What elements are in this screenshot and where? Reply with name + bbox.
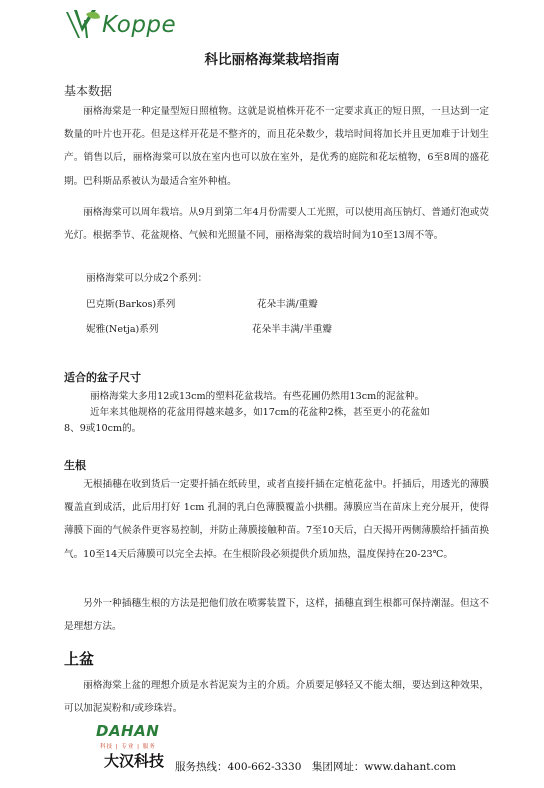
koppe-leaf-icon: [66, 8, 102, 42]
dahan-logo: [96, 722, 176, 772]
section-heading-basic: 基本数据: [64, 84, 113, 98]
series-desc: 花朵丰满/重瓣: [257, 299, 318, 310]
series-name: 巴克斯(Barkos)系列: [86, 299, 176, 310]
series-intro: 丽格海棠可以分成2个系列：: [86, 273, 208, 284]
rooting-paragraph-2: 另外一种插穗生根的方法是把他们放在喷雾装置下，这样，插穗直到生根都可保持潮湿。但这不是理想方法。: [64, 598, 489, 633]
section-heading-pot: 适合的盆子尺寸: [64, 371, 141, 384]
rooting-paragraph-1: 无根插穗在收到货后一定要扦插在纸砖里，或者直接扦插在定植花盆中。扦插后，用透光的薄膜覆盖直到成活，此后用打好 1cm 孔洞的乳白色薄膜覆盖小拱棚。薄膜应当在苗床上充分展开，使得薄膜下面的气候条件更容易控制，并防止薄膜接触种苗。7至10天后，白天揭开两侧薄膜给扦插苗换气。10至14天后薄膜可以完全去掉。在生根阶段必须提供介质加热，温度保持在20-23℃。: [64, 479, 489, 560]
koppe-logo: [66, 6, 196, 44]
pot-line-3: 8、9或10cm的。: [64, 423, 142, 434]
document-title: 科比丽格海棠栽培指南: [204, 52, 340, 68]
dahan-chinese-name: 大汉科技: [104, 752, 165, 770]
series-desc: 花朵半丰满/半重瓣: [252, 324, 332, 335]
potting-paragraph: 丽格海棠上盆的理想介质是水苔泥炭为主的介质。介质要足够轻又不能太细，要达到这种效果，可以加泥炭粉和/或珍珠岩。: [64, 680, 489, 715]
dahan-tagline: 科技 | 专业 | 服务: [100, 744, 156, 750]
pot-line-1: 丽格海棠大多用12或13cm的塑料花盆栽培。有些花圃仍然用13cm的泥盆种。: [90, 391, 425, 402]
dahan-logo-text: DAHAN: [96, 722, 160, 740]
footer-contact: 服务热线：400-662-3330 集团网址：www.dahant.com: [175, 761, 456, 773]
basic-paragraph-2: 丽格海棠可以周年栽培。从9月到第二年4月份需要人工光照，可以使用高压钠灯、普通灯泡或荧光灯。根据季节、花盆规格、气候和光照量不同，丽格海棠的栽培时间为10至13周不等。: [64, 207, 489, 242]
section-heading-rooting: 生根: [64, 459, 86, 472]
brand-name: Koppe: [102, 12, 177, 38]
basic-paragraph-1: 丽格海棠是一种定量型短日照植物。这就是说植株开花不一定要求真正的短日照，一旦达到一定数量的叶片也开花。但是这样开花是不整齐的，而且花朵数少，栽培时间将加长并且更加难于计划生产。销售以后，丽格海棠可以放在室内也可以放在室外，是优秀的庭院和花坛植物，6至8周的盛花期。巴科斯品系被认为最适合室外种植。: [64, 106, 489, 187]
pot-line-2: 近年来其他规格的花盆用得越来越多，如17cm的花盆种2株，甚至更小的花盆如: [90, 407, 430, 418]
series-name: 妮雅(Netja)系列: [86, 324, 159, 335]
section-heading-potting: 上盆: [64, 650, 95, 668]
